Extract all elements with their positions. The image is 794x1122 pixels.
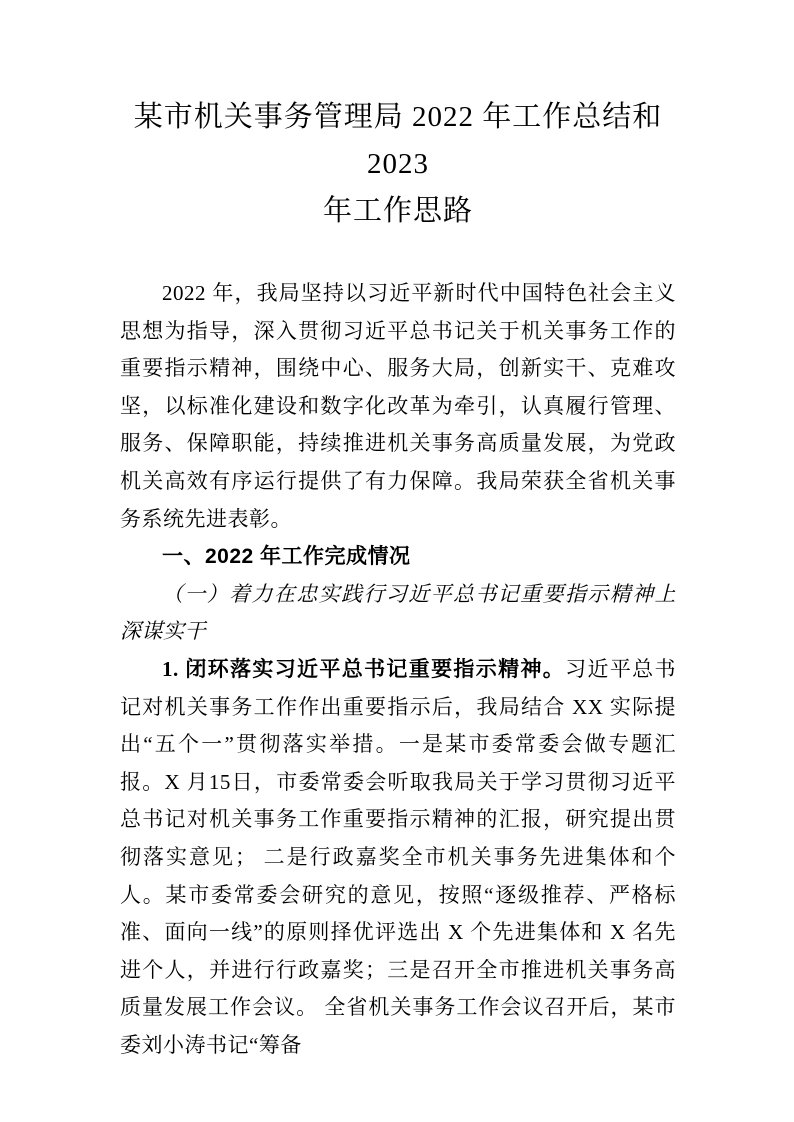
subsection-heading-1: （一）着力在忠实践行习近平总书记重要指示精神上深谋实干 bbox=[120, 581, 676, 644]
title-line-1: 某市机关事务管理局 2022 年工作总结和 bbox=[133, 101, 663, 133]
title-line-2: 2023 bbox=[367, 148, 429, 180]
item-1-lead-bold: 1. 闭环落实习近平总书记重要指示精神。 bbox=[162, 656, 566, 681]
intro-paragraph: 2022 年，我局坚持以习近平新时代中国特色社会主义思想为指导，深入贯彻习近平总书记关于机关事务工作的重要指示精神，围绕中心、服务大局，创新实干、克难攻坚，以标准化建设和数字化改革为牵引，认真履行管理、服务、保障职能，持续推进机关事务高质量发展，为党政机关高效有序运行提供了有力保障。我局荣获全省机关事务系统先进表彰。 bbox=[120, 281, 676, 531]
document-body bbox=[120, 275, 676, 1064]
item-1-paragraph bbox=[120, 651, 676, 1065]
item-1-body-text: 习近平总书记对机关事务工作作出重要指示后，我局结合 XX 实际提出“五个一”贯彻落实举措。一是某市委常委会做专题汇报。X 月15日，市委常委会听取我局关于学习贯彻习近平总书记对机关事务工作重要指示精神的汇报，研究提出贯彻落实意见； 二是行政嘉奖全市机关事务先进集体和个人。某市委常委会研究的意见，按照“逐级推荐、严格标准、面向一线”的原则择优评选出 X 个先进集体和 X 名先进个人，并进行行政嘉奖；三是召开全市推进机关事务高质量发展工作会议。 全省机关事务工作会议召开后，某市委刘小涛书记“筹备 bbox=[120, 656, 677, 1057]
document-title bbox=[120, 94, 676, 235]
section-heading-2022-completion: 一、2022 年工作完成情况 bbox=[162, 545, 411, 569]
title-line-3: 年工作思路 bbox=[322, 195, 473, 227]
